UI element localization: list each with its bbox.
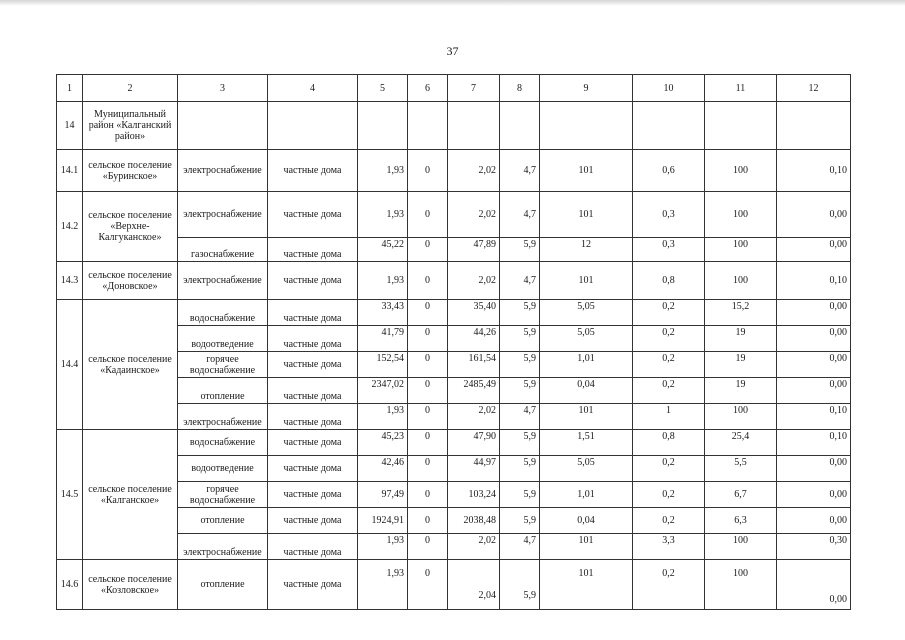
header-cell: 10: [633, 75, 705, 102]
value-col11: 100: [705, 262, 777, 300]
value-col12: 0,00: [777, 378, 851, 404]
value-col12: 0,00: [777, 508, 851, 534]
header-cell: 5: [358, 75, 408, 102]
value-col8: 5,9: [500, 326, 540, 352]
service-type: электроснабжение: [178, 534, 268, 560]
value-col11: 100: [705, 238, 777, 262]
table-row-14-2: [57, 192, 851, 238]
empty-cell: [705, 102, 777, 150]
value-col11: 100: [705, 534, 777, 560]
value-col9: 101: [540, 560, 633, 610]
empty-cell: [408, 102, 448, 150]
value-col7: 2038,48: [448, 508, 500, 534]
value-col12: 0,30: [777, 534, 851, 560]
row-number: 14.5: [57, 430, 83, 560]
consumer-type: частные дома: [268, 560, 358, 610]
value-col9: 0,04: [540, 508, 633, 534]
value-col8: 4,7: [500, 262, 540, 300]
header-cell: 9: [540, 75, 633, 102]
value-col6: 0: [408, 560, 448, 610]
value-col10: 0,6: [633, 150, 705, 192]
municipality-name: Муниципальный район «Калганский район»: [83, 102, 178, 150]
service-type: водоотведение: [178, 456, 268, 482]
empty-cell: [540, 102, 633, 150]
value-col7: 103,24: [448, 482, 500, 508]
value-col8: 5,9: [500, 378, 540, 404]
value-col12: 0,00: [777, 482, 851, 508]
consumer-type: частные дома: [268, 238, 358, 262]
value-col12: 0,10: [777, 262, 851, 300]
header-cell: 8: [500, 75, 540, 102]
service-type: электроснабжение: [178, 192, 268, 238]
value-col5: 1924,91: [358, 508, 408, 534]
value-col12: 0,10: [777, 404, 851, 430]
row-number: 14.6: [57, 560, 83, 610]
value-col11: 6,3: [705, 508, 777, 534]
settlement-name: сельское поселение «Буринское»: [83, 150, 178, 192]
value-col5: 152,54: [358, 352, 408, 378]
header-cell: 4: [268, 75, 358, 102]
value-col9: 101: [540, 262, 633, 300]
value-col9: 5,05: [540, 326, 633, 352]
value-col9: 0,04: [540, 378, 633, 404]
value-col6: 0: [408, 404, 448, 430]
value-col6: 0: [408, 534, 448, 560]
value-col11: 6,7: [705, 482, 777, 508]
value-col12: 0,00: [777, 300, 851, 326]
value-col5: 97,49: [358, 482, 408, 508]
page-top-edge: [0, 0, 905, 6]
header-row: [57, 75, 851, 102]
value-col12: 0,00: [777, 560, 851, 610]
service-type: водоотведение: [178, 326, 268, 352]
value-col7: 2,02: [448, 404, 500, 430]
value-col11: 19: [705, 352, 777, 378]
service-type: горячее водоснабжение: [178, 352, 268, 378]
value-col9: 101: [540, 534, 633, 560]
value-col10: 0,2: [633, 482, 705, 508]
value-col6: 0: [408, 508, 448, 534]
consumer-type: частные дома: [268, 150, 358, 192]
value-col11: 100: [705, 150, 777, 192]
value-col10: 0,2: [633, 560, 705, 610]
consumer-type: частные дома: [268, 326, 358, 352]
value-col7: 2,02: [448, 262, 500, 300]
service-type: отопление: [178, 560, 268, 610]
consumer-type: частные дома: [268, 378, 358, 404]
empty-cell: [777, 102, 851, 150]
value-col9: 101: [540, 404, 633, 430]
value-col12: 0,10: [777, 150, 851, 192]
header-cell: 12: [777, 75, 851, 102]
value-col6: 0: [408, 238, 448, 262]
value-col9: 12: [540, 238, 633, 262]
value-col10: 0,3: [633, 192, 705, 238]
value-col6: 0: [408, 326, 448, 352]
row-number: 14.1: [57, 150, 83, 192]
table-row-14-1: [57, 150, 851, 192]
consumer-type: частные дома: [268, 262, 358, 300]
value-col6: 0: [408, 300, 448, 326]
value-col11: 100: [705, 560, 777, 610]
value-col5: 42,46: [358, 456, 408, 482]
empty-cell: [633, 102, 705, 150]
settlement-name: сельское поселение «Калганское»: [83, 430, 178, 560]
value-col9: 101: [540, 150, 633, 192]
empty-cell: [358, 102, 408, 150]
value-col7: 161,54: [448, 352, 500, 378]
value-col7: 44,26: [448, 326, 500, 352]
value-col6: 0: [408, 378, 448, 404]
value-col5: 1,93: [358, 534, 408, 560]
empty-cell: [268, 102, 358, 150]
value-col12: 0,00: [777, 326, 851, 352]
value-col5: 1,93: [358, 262, 408, 300]
value-col10: 0,2: [633, 352, 705, 378]
value-col5: 1,93: [358, 560, 408, 610]
value-col7: 2,04: [448, 560, 500, 610]
consumer-type: частные дома: [268, 352, 358, 378]
value-col5: 45,22: [358, 238, 408, 262]
value-col9: 101: [540, 192, 633, 238]
service-type: электроснабжение: [178, 262, 268, 300]
table-row-14-6: [57, 560, 851, 610]
table-row-14-4: [57, 300, 851, 326]
settlement-name: сельское поселение «Кадаинское»: [83, 300, 178, 430]
value-col10: 0,8: [633, 262, 705, 300]
value-col8: 5,9: [500, 456, 540, 482]
value-col6: 0: [408, 430, 448, 456]
empty-cell: [500, 102, 540, 150]
value-col11: 100: [705, 192, 777, 238]
value-col6: 0: [408, 192, 448, 238]
value-col7: 47,89: [448, 238, 500, 262]
row-number: 14.4: [57, 300, 83, 430]
consumer-type: частные дома: [268, 534, 358, 560]
consumer-type: частные дома: [268, 300, 358, 326]
service-type: водоснабжение: [178, 430, 268, 456]
service-type: электроснабжение: [178, 404, 268, 430]
value-col5: 33,43: [358, 300, 408, 326]
table-row-14-5: [57, 430, 851, 456]
value-col8: 5,9: [500, 352, 540, 378]
value-col11: 100: [705, 404, 777, 430]
value-col6: 0: [408, 456, 448, 482]
value-col10: 3,3: [633, 534, 705, 560]
value-col11: 19: [705, 326, 777, 352]
consumer-type: частные дома: [268, 192, 358, 238]
value-col7: 2,02: [448, 150, 500, 192]
value-col12: 0,00: [777, 352, 851, 378]
value-col5: 2347,02: [358, 378, 408, 404]
value-col10: 0,8: [633, 430, 705, 456]
empty-cell: [448, 102, 500, 150]
service-type: горячее водоснабжение: [178, 482, 268, 508]
value-col12: 0,00: [777, 456, 851, 482]
value-col5: 1,93: [358, 404, 408, 430]
value-col8: 4,7: [500, 150, 540, 192]
value-col6: 0: [408, 262, 448, 300]
value-col9: 1,01: [540, 482, 633, 508]
settlement-name: сельское поселение «Верхне-Калгуканское»: [83, 192, 178, 262]
value-col5: 45,23: [358, 430, 408, 456]
consumer-type: частные дома: [268, 404, 358, 430]
header-cell: 6: [408, 75, 448, 102]
value-col7: 2,02: [448, 534, 500, 560]
header-cell: 1: [57, 75, 83, 102]
value-col12: 0,00: [777, 192, 851, 238]
value-col6: 0: [408, 150, 448, 192]
service-type: водоснабжение: [178, 300, 268, 326]
header-cell: 3: [178, 75, 268, 102]
value-col10: 0,2: [633, 300, 705, 326]
value-col8: 5,9: [500, 430, 540, 456]
header-cell: 11: [705, 75, 777, 102]
value-col7: 2,02: [448, 192, 500, 238]
row-number: 14: [57, 102, 83, 150]
value-col5: 1,93: [358, 192, 408, 238]
value-col11: 25,4: [705, 430, 777, 456]
value-col5: 41,79: [358, 326, 408, 352]
empty-cell: [178, 102, 268, 150]
row-number: 14.3: [57, 262, 83, 300]
value-col8: 4,7: [500, 192, 540, 238]
settlement-name: сельское поселение «Козловское»: [83, 560, 178, 610]
value-col10: 0,2: [633, 456, 705, 482]
value-col8: 5,9: [500, 508, 540, 534]
page-number: 37: [446, 44, 459, 58]
value-col11: 19: [705, 378, 777, 404]
consumer-type: частные дома: [268, 482, 358, 508]
header-cell: 7: [448, 75, 500, 102]
value-col6: 0: [408, 482, 448, 508]
header-cell: 2: [83, 75, 178, 102]
value-col5: 1,93: [358, 150, 408, 192]
value-col9: 1,01: [540, 352, 633, 378]
value-col8: 5,9: [500, 238, 540, 262]
value-col9: 5,05: [540, 456, 633, 482]
value-col7: 44,97: [448, 456, 500, 482]
service-type: отопление: [178, 508, 268, 534]
value-col7: 2485,49: [448, 378, 500, 404]
value-col11: 15,2: [705, 300, 777, 326]
consumer-type: частные дома: [268, 456, 358, 482]
value-col8: 4,7: [500, 404, 540, 430]
value-col10: 0,2: [633, 508, 705, 534]
service-type: отопление: [178, 378, 268, 404]
consumer-type: частные дома: [268, 430, 358, 456]
value-col10: 0,3: [633, 238, 705, 262]
settlement-name: сельское поселение «Доновское»: [83, 262, 178, 300]
service-type: газоснабжение: [178, 238, 268, 262]
value-col8: 5,9: [500, 482, 540, 508]
value-col8: 5,9: [500, 560, 540, 610]
tariff-table: [56, 74, 851, 610]
value-col10: 0,2: [633, 326, 705, 352]
row-number: 14.2: [57, 192, 83, 262]
value-col8: 5,9: [500, 300, 540, 326]
value-col9: 5,05: [540, 300, 633, 326]
value-col12: 0,00: [777, 238, 851, 262]
value-col6: 0: [408, 352, 448, 378]
value-col10: 0,2: [633, 378, 705, 404]
value-col11: 5,5: [705, 456, 777, 482]
service-type: электроснабжение: [178, 150, 268, 192]
table-row-14: [57, 102, 851, 150]
consumer-type: частные дома: [268, 508, 358, 534]
value-col7: 35,40: [448, 300, 500, 326]
value-col7: 47,90: [448, 430, 500, 456]
value-col12: 0,10: [777, 430, 851, 456]
value-col10: 1: [633, 404, 705, 430]
table-row-14-3: [57, 262, 851, 300]
value-col9: 1,51: [540, 430, 633, 456]
value-col8: 4,7: [500, 534, 540, 560]
